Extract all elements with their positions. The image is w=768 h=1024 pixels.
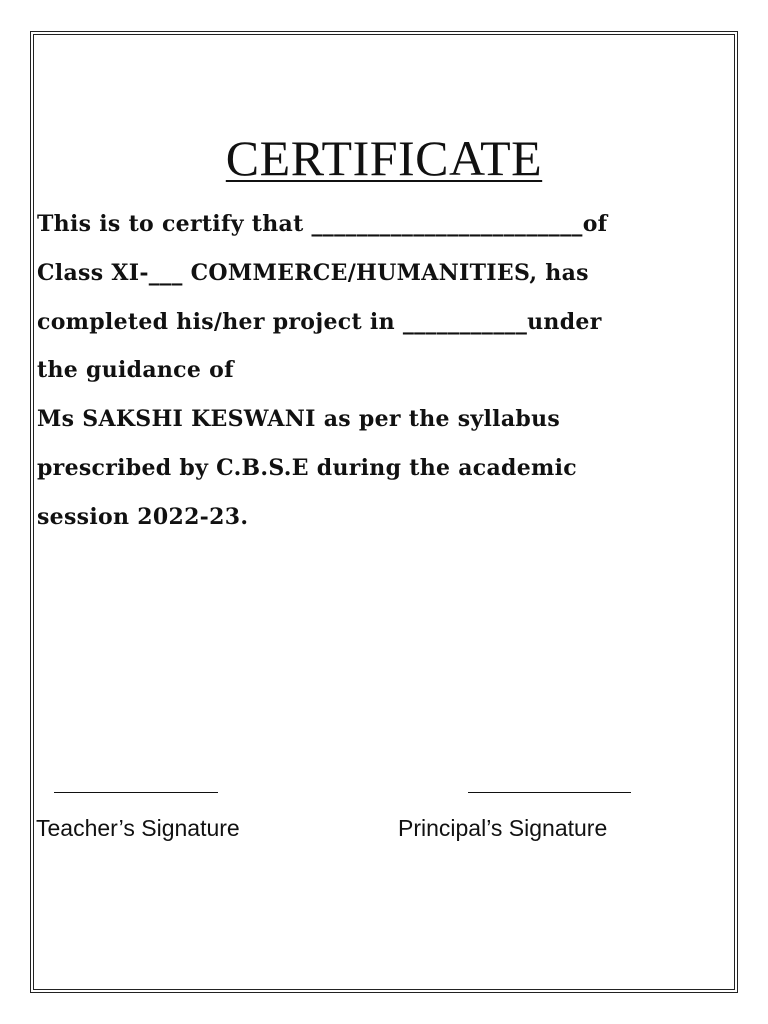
principal-signature-label: Principal’s Signature (398, 815, 608, 841)
certificate-line-3: completed his/her project in ___________under (37, 309, 602, 335)
certificate-title (0, 128, 768, 188)
teacher-signature-label: Teacher’s Signature (36, 815, 240, 841)
certificate-title-text: CERTIFICATE (225, 130, 543, 186)
teacher-signature-line (54, 792, 218, 793)
certificate-line-4: the guidance of (37, 357, 234, 383)
certificate-line-5: Ms SAKSHI KESWANI as per the syllabus (37, 406, 561, 432)
principal-signature-line (468, 792, 631, 793)
certificate-line-6: prescribed by C.B.S.E during the academic (37, 455, 577, 481)
certificate-line-2: Class XI-___ COMMERCE/HUMANITIES, has (37, 260, 589, 286)
certificate-line-1: This is to certify that ________________________of (37, 211, 608, 237)
certificate-line-7: session 2022-23. (37, 504, 249, 530)
